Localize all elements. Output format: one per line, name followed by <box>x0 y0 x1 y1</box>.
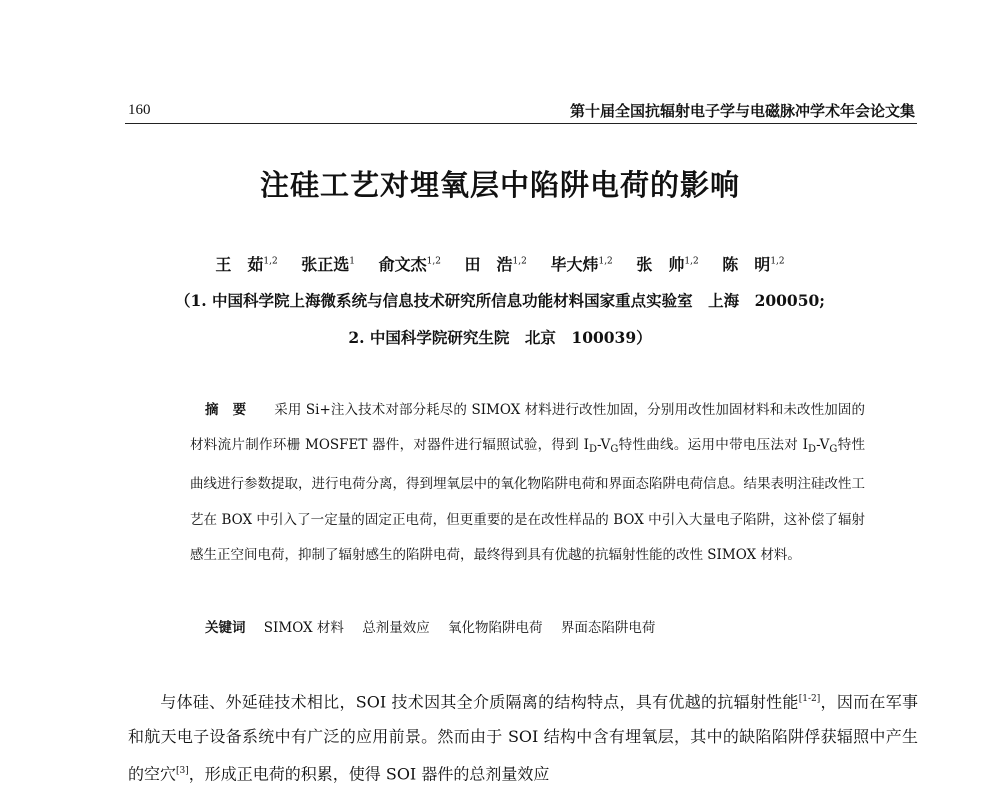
keyword: 氧化物陷阱电荷 <box>448 620 543 636</box>
page-number: 160 <box>128 102 151 118</box>
affiliation-line-2: 2. 中国科学院研究生院 北京 100039） <box>348 328 652 347</box>
abstract-text: -V <box>816 437 830 454</box>
author <box>215 255 277 274</box>
author-list <box>0 252 1000 275</box>
author <box>722 255 784 274</box>
author-name: 陈 明 <box>722 255 771 274</box>
author <box>550 255 612 274</box>
keyword: 界面态陷阱电荷 <box>560 620 656 636</box>
author-affiliation: 1,2 <box>512 256 527 267</box>
author-affiliation: 1,2 <box>770 256 785 267</box>
abstract-label: 摘要 <box>205 402 261 418</box>
keyword: 总剂量效应 <box>362 620 430 636</box>
abstract-text: 特性曲线进行参数提取，进行电荷分离，得到埋氧层中的氧化物陷阱电荷和界面态陷阱电荷信息。结果表明注硅改性工艺在 BOX 中引入了一定量的固定正电荷，但更重要的是在改性样品的 BOX 中引入大量电子陷阱，这补偿了辐射感生正空间电荷，抑制了辐射感生的陷阱电荷，最终得到具有优越的抗辐射性能的改性 SIMOX 材料。 <box>190 437 866 563</box>
subscript: D <box>588 444 597 456</box>
author <box>636 255 698 274</box>
subscript: D <box>808 444 817 456</box>
keywords-label: 关键词 <box>205 620 246 636</box>
abstract <box>190 393 865 573</box>
subscript: G <box>610 444 619 456</box>
body-sentence: ，形成正电荷的积累，使得 SOI 器件的总剂量效应 <box>188 764 550 784</box>
author-affiliation: 1,2 <box>263 256 278 267</box>
author-name: 毕大炜 <box>550 255 599 274</box>
author-name: 王 茹 <box>215 255 264 274</box>
abstract-text: 特性曲线。运用中带电压法对 I <box>618 437 809 454</box>
running-header: 第十届全国抗辐射电子学与电磁脉冲学术年会论文集 <box>569 102 915 120</box>
author-name: 田 浩 <box>464 255 513 274</box>
author-affiliation: 1 <box>349 256 356 267</box>
author-name: 张正选 <box>301 255 350 274</box>
body-sentence: ，因而在军事和航天电子设备系统中有广泛的应用前景。然而由于 SOI 结构中含有埋氧层，其中的缺陷陷阱俘获辐照中产生的空穴 <box>128 692 918 784</box>
author <box>465 255 527 274</box>
header-rule <box>125 123 917 124</box>
author-affiliation: 1,2 <box>598 256 613 267</box>
citation: [3] <box>176 766 189 777</box>
subscript: G <box>829 444 838 456</box>
citation: [1-2] <box>798 694 821 704</box>
author-name: 张 帅 <box>636 255 685 274</box>
author-affiliation: 1,2 <box>426 256 441 267</box>
keyword: SIMOX 材料 <box>263 620 344 636</box>
body-sentence: 与体硅、外延硅技术相比，SOI 技术因其全介质隔离的结构特点，具有优越的抗辐射性能 <box>160 692 799 712</box>
affiliation-line-1: （1. 中国科学院上海微系统与信息技术研究所信息功能材料国家重点实验室 上海 200050; <box>174 291 825 310</box>
abstract-text: 采用 Si+注入技术对部分耗尽的 SIMOX 材料进行改性加固，分别用改性加固材料和未改性加固的材料流片制作环栅 MOSFET 器件，对器件进行辐照试验，得到 I <box>190 402 865 454</box>
keywords <box>205 616 669 636</box>
author-name: 俞文杰 <box>378 255 427 274</box>
paper-title: 注硅工艺对埋氧层中陷阱电荷的影响 <box>259 168 740 202</box>
body-text <box>128 682 918 792</box>
author-affiliation: 1,2 <box>684 256 699 267</box>
author <box>379 255 441 274</box>
author <box>301 255 355 274</box>
abstract-text: -V <box>597 437 611 454</box>
